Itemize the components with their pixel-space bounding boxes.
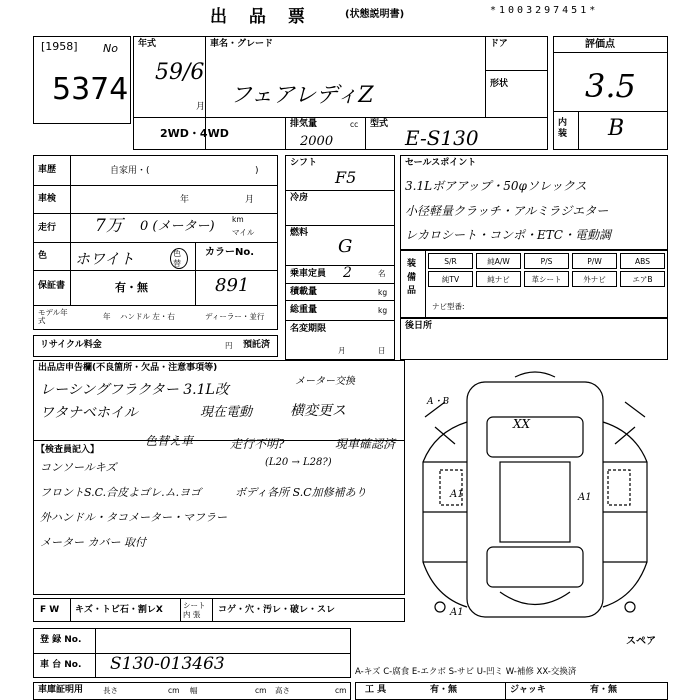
load-label: 積載量 <box>290 287 318 297</box>
handle-label: ハンドル 左・右 <box>120 312 175 321</box>
ac-label: 冷房 <box>290 193 309 203</box>
inspector-line-3: 外ハンドル・タコメーター・マフラー <box>40 511 227 524</box>
fuel-value: G <box>338 236 353 257</box>
shift-label: シフト <box>290 158 318 168</box>
color-label: 色 <box>38 251 48 261</box>
inspector-line-1: コンソールキズ <box>40 461 117 474</box>
cc-label: cc <box>350 120 359 129</box>
dealer-note-line-2: ワタナベホイル <box>40 405 138 421</box>
inspector-body-note: ボディ各所 S.C加修補あり <box>235 486 367 499</box>
serial-barcode-text: *1003297451* <box>490 5 599 16</box>
color-value: ホワイト <box>75 250 135 268</box>
recycle-label: リサイクル料金 <box>40 340 102 350</box>
jack-value: 有・無 <box>590 685 618 695</box>
sales-points-label: セールスポイント <box>405 158 477 168</box>
jack-label: ジャッキ <box>510 685 546 695</box>
dealer-note-label: 出品店申告欄(不良箇所・欠品・注意事項等) <box>38 363 218 373</box>
capacity-value: 2 <box>343 265 352 281</box>
displacement-label: 排気量 <box>290 119 318 129</box>
cert-length: 長さ <box>103 686 118 695</box>
grade-score: 3.5 <box>585 67 636 105</box>
inspector-doubt: 走行不明? <box>230 437 285 451</box>
sales-point-line-2: 小径軽量クラッチ・アルミラジエター <box>405 204 609 218</box>
shape-label: 形状 <box>490 79 509 89</box>
cert-height: 高さ <box>275 686 290 695</box>
name-change-month: 月 <box>338 346 346 355</box>
dealer-note-line-3: 現在電動 <box>200 405 253 420</box>
history-close: ) <box>255 166 259 176</box>
chassis-value: S130-013463 <box>110 654 225 674</box>
diagram-mark-bottom: A1 <box>450 607 464 618</box>
color-change-mark: 色替 <box>170 248 188 269</box>
document-subtitle: (状態説明書) <box>345 9 405 20</box>
tools-label: 工 具 <box>365 685 387 695</box>
fuel-label: 燃料 <box>290 228 309 238</box>
interior-value: B <box>608 116 625 141</box>
equipment-item-row1-0: S/R <box>428 253 473 269</box>
cert-height-cm: cm <box>335 686 347 695</box>
sales-point-line-1: 3.1Lボアアップ・50φソレックス <box>405 179 587 193</box>
fw-label: F W <box>40 605 60 615</box>
diagram-label-ab: A・B <box>427 397 450 407</box>
inspection-label: 車検 <box>38 194 57 204</box>
model-year-label: モデル年式 <box>38 308 68 326</box>
name-change-day: 日 <box>378 346 386 355</box>
cert-length-cm: cm <box>168 686 180 695</box>
name-label: 車名・グレード <box>210 39 274 49</box>
capacity-unit: 名 <box>378 269 386 278</box>
equipment-label: 装備品 <box>407 259 417 296</box>
color-no-label: カラーNo. <box>205 247 255 258</box>
document-title: 出 品 票 <box>210 7 313 27</box>
chassis-label: 車 台 No. <box>40 660 82 670</box>
equipment-item-row2-0: 純TV <box>428 271 473 287</box>
displacement-value: 2000 <box>300 134 334 149</box>
tools-value: 有・無 <box>430 685 458 695</box>
inspector-note-2: (L20 → L28?) <box>265 457 332 468</box>
sales-point-line-3: レカロシート・コンポ・ETC・電動調 <box>405 228 611 242</box>
seat-label: シート 内 張 <box>183 601 206 619</box>
model-label: 型式 <box>370 119 389 129</box>
rear-window-box <box>400 318 668 360</box>
inspection-year: 年 <box>180 195 190 205</box>
dealer-import-label: ディーラー・並行 <box>205 312 265 321</box>
fw-text: キズ・トビ石・割レX <box>75 605 163 615</box>
lot-number: 5374 <box>52 72 129 107</box>
inspector-recall: 現車確認済 <box>335 437 396 451</box>
garage-cert-label: 車庫証明用 <box>38 685 84 695</box>
inspector-line-2: フロントS.C.合皮よゴレ.ム.ヨゴ <box>40 486 202 499</box>
equipment-item-row2-3: 外ナビ <box>572 271 617 287</box>
equipment-item-row2-4: エアB <box>620 271 665 287</box>
door-label: ドア <box>490 39 508 49</box>
gross-weight-kg: kg <box>378 306 388 315</box>
mileage-value: 7万 <box>95 216 123 236</box>
diagram-mark-top: XX <box>513 417 531 431</box>
navi-model-label: ナビ型番: <box>432 302 465 311</box>
cert-width: 幅 <box>190 686 198 695</box>
registration-label: 登 録 No. <box>40 635 82 645</box>
equipment-item-row1-4: ABS <box>620 253 665 269</box>
lot-code: [1958] <box>41 40 78 53</box>
km-label: km <box>232 215 244 224</box>
color-no-value: 891 <box>215 275 250 296</box>
rear-window-label: 後日所 <box>405 321 433 331</box>
cert-width-cm: cm <box>255 686 267 695</box>
model-value: E-S130 <box>405 126 479 150</box>
gross-weight-label: 総重量 <box>290 305 318 315</box>
history-value: 自家用・( <box>110 166 150 176</box>
load-kg: kg <box>378 288 388 297</box>
inspector-line-4: メーター カバー 取付 <box>40 536 146 549</box>
recycle-yen: 円 <box>225 341 233 350</box>
month-suffix: 月 <box>196 102 206 112</box>
year-label: 年式 <box>138 39 157 49</box>
seat-text: コゲ・穴・汚レ・破レ・スレ <box>218 605 336 615</box>
dealer-note-line-1: レーシングフラクター 3.1L改 <box>40 382 229 398</box>
history-label: 車歴 <box>38 165 57 175</box>
drive-label: 2WD・4WD <box>160 127 229 140</box>
shift-value: F5 <box>335 168 357 187</box>
inspector-paint: 色替え車 <box>145 434 194 448</box>
capacity-label: 乗車定員 <box>290 269 327 279</box>
warranty-value: 有・無 <box>115 281 148 294</box>
dealer-top-note: メーター交換 <box>295 376 355 387</box>
spare-label: スペア <box>626 636 656 647</box>
mileage-label: 走行 <box>38 223 57 233</box>
equipment-item-row2-2: 革シート <box>524 271 569 287</box>
recycle-status: 預託済 <box>243 340 271 350</box>
grade-label: 評価点 <box>585 39 615 50</box>
equipment-item-row1-3: P/W <box>572 253 617 269</box>
damage-codes-legend: A-キズ C-腐食 E-エクボ S-サビ U-凹ミ W-補修 XX-交換済 <box>355 667 577 677</box>
inspector-label: 【検査員記入】 <box>36 445 100 455</box>
equipment-item-row2-1: 純ナビ <box>476 271 521 287</box>
inspection-month: 月 <box>245 195 255 205</box>
mile-label: マイル <box>232 228 255 237</box>
interior-label: 内装 <box>558 118 568 139</box>
name-value: フェアレディZ <box>230 83 374 108</box>
model-year-suffix: 年 <box>103 312 111 321</box>
warranty-label: 保証書 <box>38 281 66 291</box>
mileage-extra: 0 (メーター) <box>140 219 215 234</box>
diagram-mark-right: A1 <box>578 492 592 503</box>
equipment-item-row1-2: P/S <box>524 253 569 269</box>
diagram-mark-left: A1 <box>450 489 464 500</box>
dealer-note-line-4: 横変更ス <box>290 403 346 419</box>
name-change-label: 名変期限 <box>290 324 327 334</box>
equipment-item-row1-1: 純A/W <box>476 253 521 269</box>
lot-no-label: No <box>103 42 118 55</box>
year-value: 59/6 <box>155 60 205 85</box>
